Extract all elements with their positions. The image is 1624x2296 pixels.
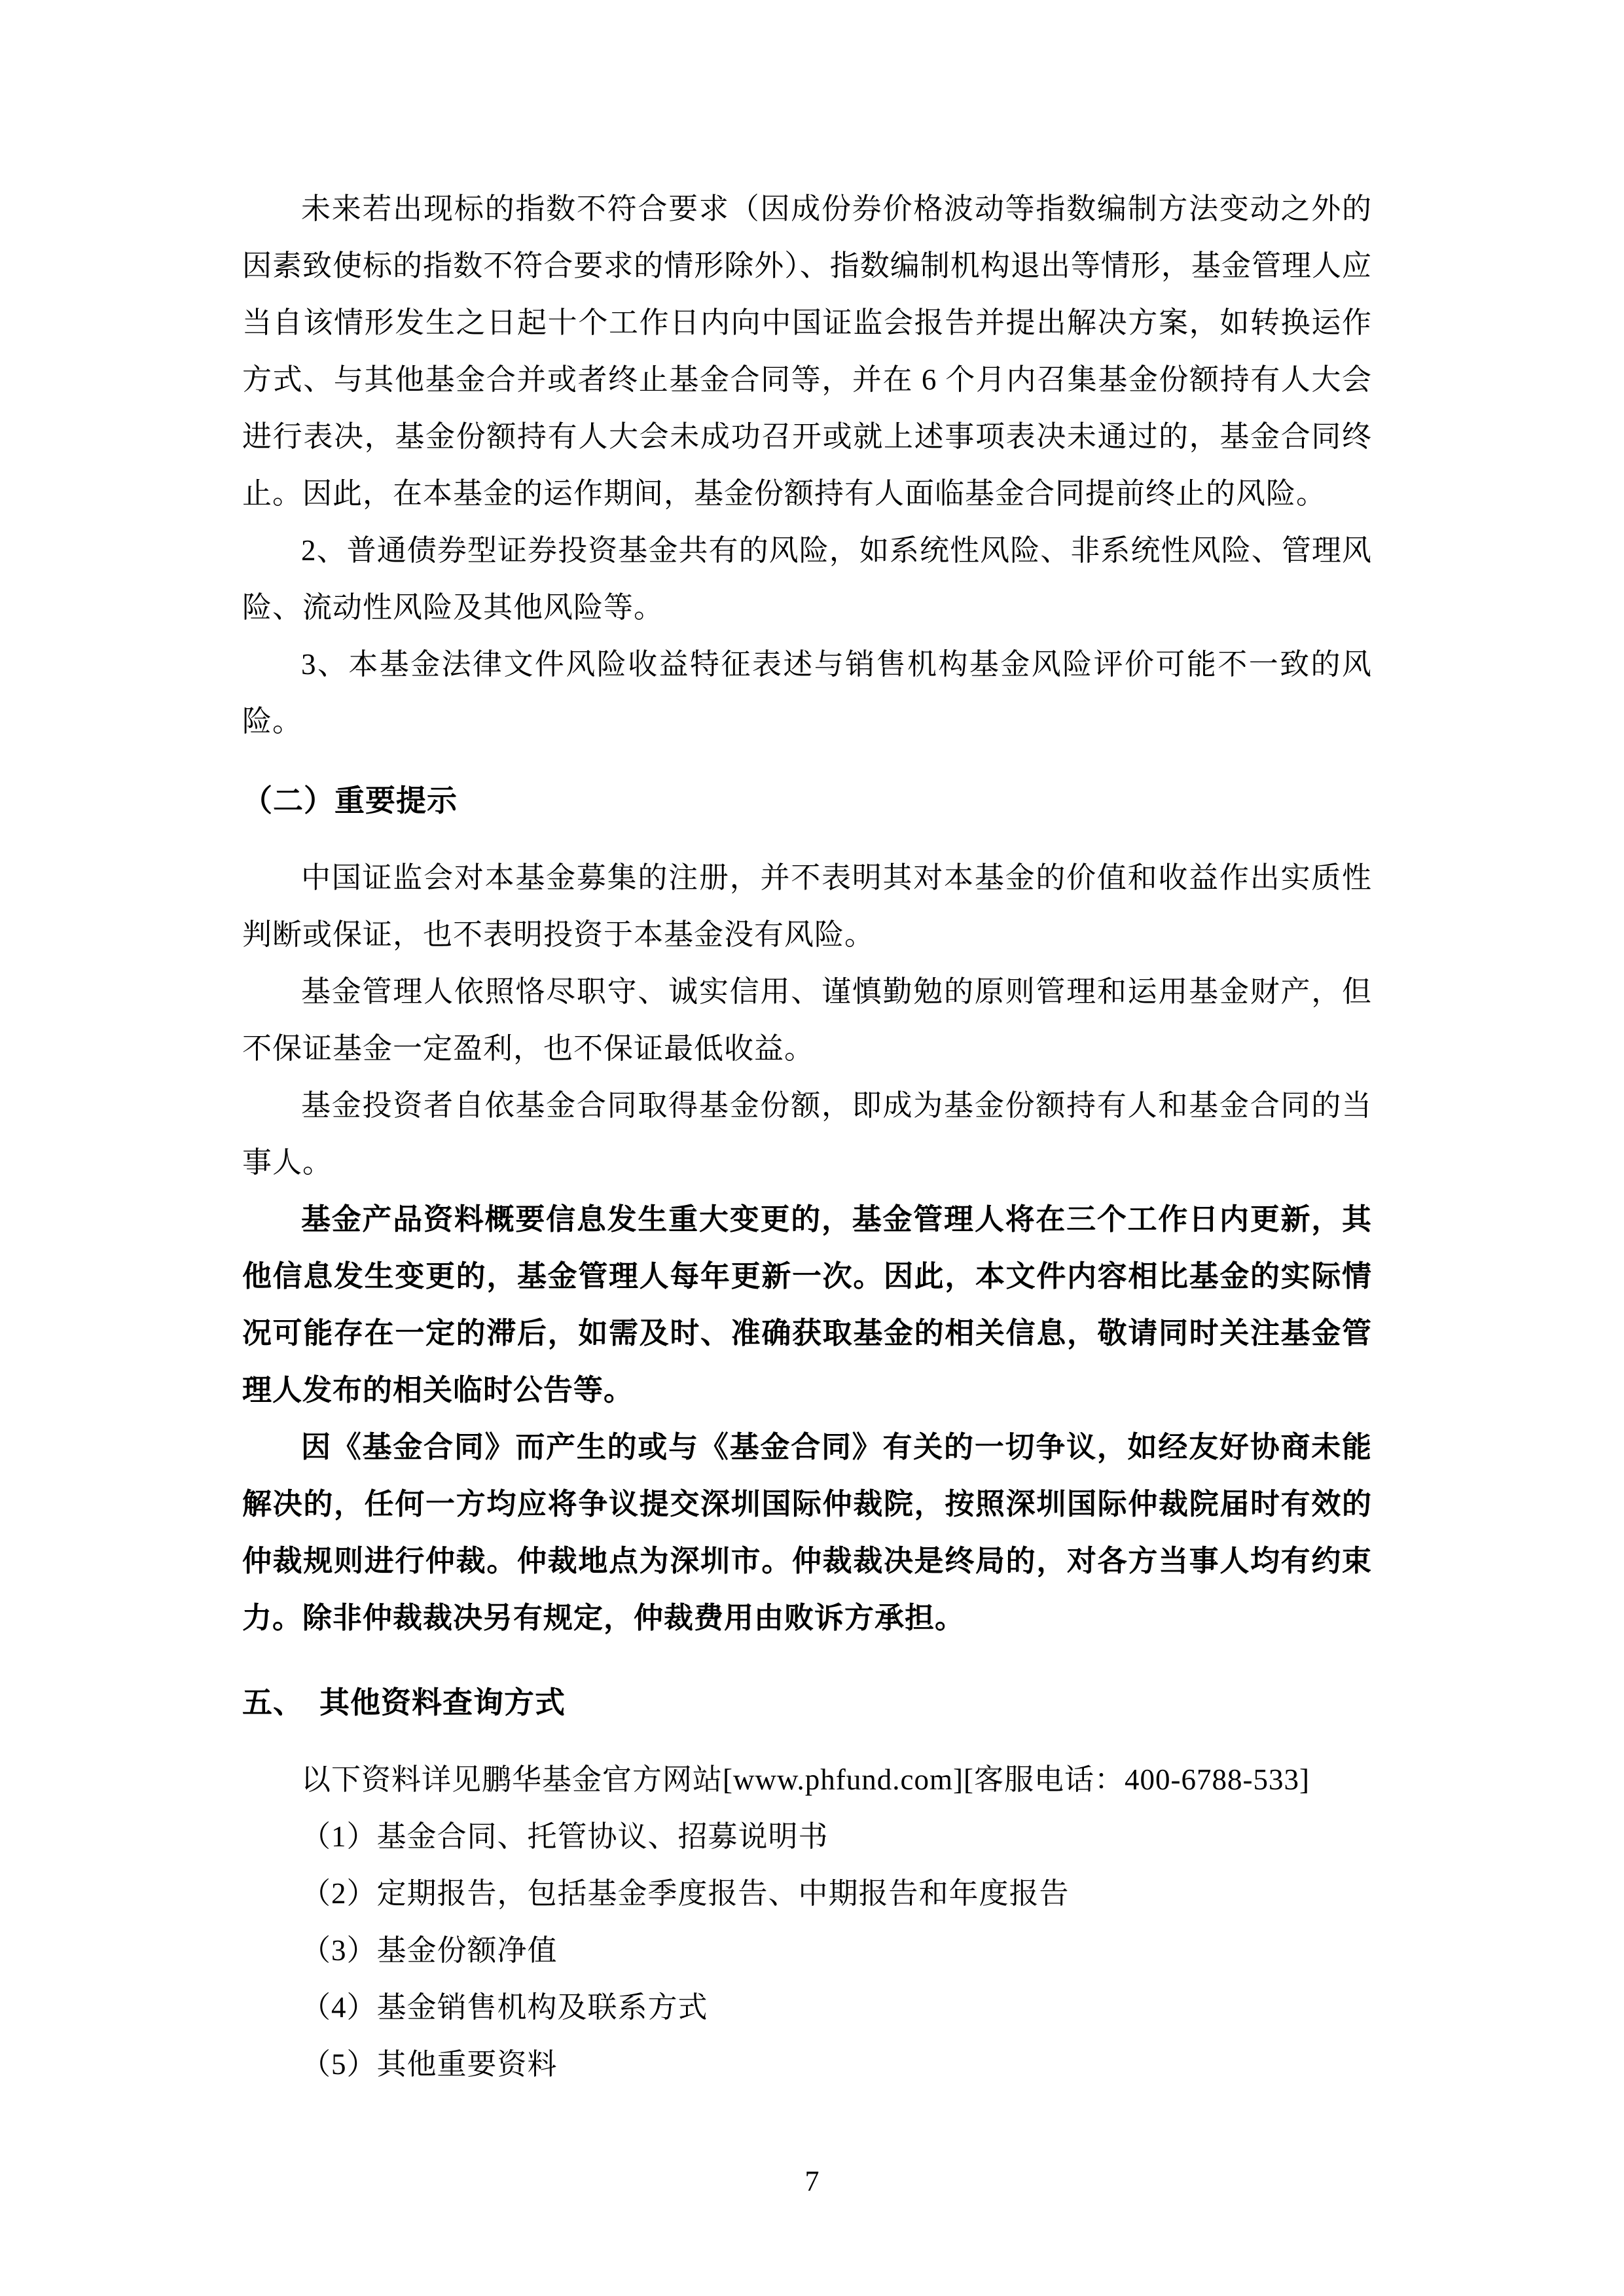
list-item-fund-contract: （1）基金合同、托管协议、招募说明书 <box>301 1820 829 1853</box>
list-item-periodic-reports: （2）定期报告，包括基金季度报告、中期报告和年度报告 <box>301 1877 1070 1910</box>
paragraph-index-termination-risk: 未来若出现标的指数不符合要求（因成份券价格波动等指数编制方法变动之外的因素致使标的指数不符合要求的情形除外）、指数编制机构退出等情形，基金管理人应当自该情形发生之日起十个工作日内向中国证监会报告并提出解决方案，如转换运作方式、与其他基金合并或者终止基金合同等，并在 6 个月内召集基金份额持有人大会进行表决，基金份额持有人大会未成功召开或就上述事项表决未通过的，基金合同终止。因此，在本基金的运作期间，基金份额持有人面临基金合同提前终止的风险。 <box>242 192 1372 510</box>
paragraph-arbitration: 因《基金合同》而产生的或与《基金合同》有关的一切争议，如经友好协商未能解决的，任何一方均应将争议提交深圳国际仲裁院，按照深圳国际仲裁院届时有效的仲裁规则进行仲裁。仲裁地点为深圳市。仲裁裁决是终局的，对各方当事人均有约束力。除非仲裁裁决另有规定，仲裁费用由败诉方承担。 <box>242 1431 1372 1634</box>
list-item-sales-agencies: （4）基金销售机构及联系方式 <box>301 1991 708 2024</box>
heading-important-notice: （二）重要提示 <box>242 784 458 817</box>
page-content <box>242 181 1372 2093</box>
paragraph-investor-party: 基金投资者自依基金合同取得基金份额，即成为基金份额持有人和基金合同的当事人。 <box>242 1089 1372 1179</box>
list-item-nav: （3）基金份额净值 <box>301 1934 558 1967</box>
heading-other-info-query: 五、 其他资料查询方式 <box>242 1686 566 1719</box>
paragraph-website-info: 以下资料详见鹏华基金官方网站[www.phfund.com][客服电话：400-6788-533] <box>301 1763 1310 1796</box>
list-item-other-materials: （5）其他重要资料 <box>301 2048 558 2081</box>
paragraph-common-bond-fund-risks: 2、普通债券型证券投资基金共有的风险，如系统性风险、非系统性风险、管理风险、流动性风险及其他风险等。 <box>242 534 1372 624</box>
paragraph-csrc-registration: 中国证监会对本基金募集的注册，并不表明其对本基金的价值和收益作出实质性判断或保证，也不表明投资于本基金没有风险。 <box>242 861 1372 951</box>
paragraph-manager-duty: 基金管理人依照恪尽职守、诚实信用、谨慎勤勉的原则管理和运用基金财产，但不保证基金一定盈利，也不保证最低收益。 <box>242 975 1372 1065</box>
paragraph-update-frequency: 基金产品资料概要信息发生重大变更的，基金管理人将在三个工作日内更新，其他信息发生变更的，基金管理人每年更新一次。因此，本文件内容相比基金的实际情况可能存在一定的滞后，如需及时、准确获取基金的相关信息，敬请同时关注基金管理人发布的相关临时公告等。 <box>242 1203 1372 1407</box>
paragraph-risk-rating-mismatch: 3、本基金法律文件风险收益特征表述与销售机构基金风险评价可能不一致的风险。 <box>242 648 1372 738</box>
page-number: 7 <box>804 2165 820 2197</box>
